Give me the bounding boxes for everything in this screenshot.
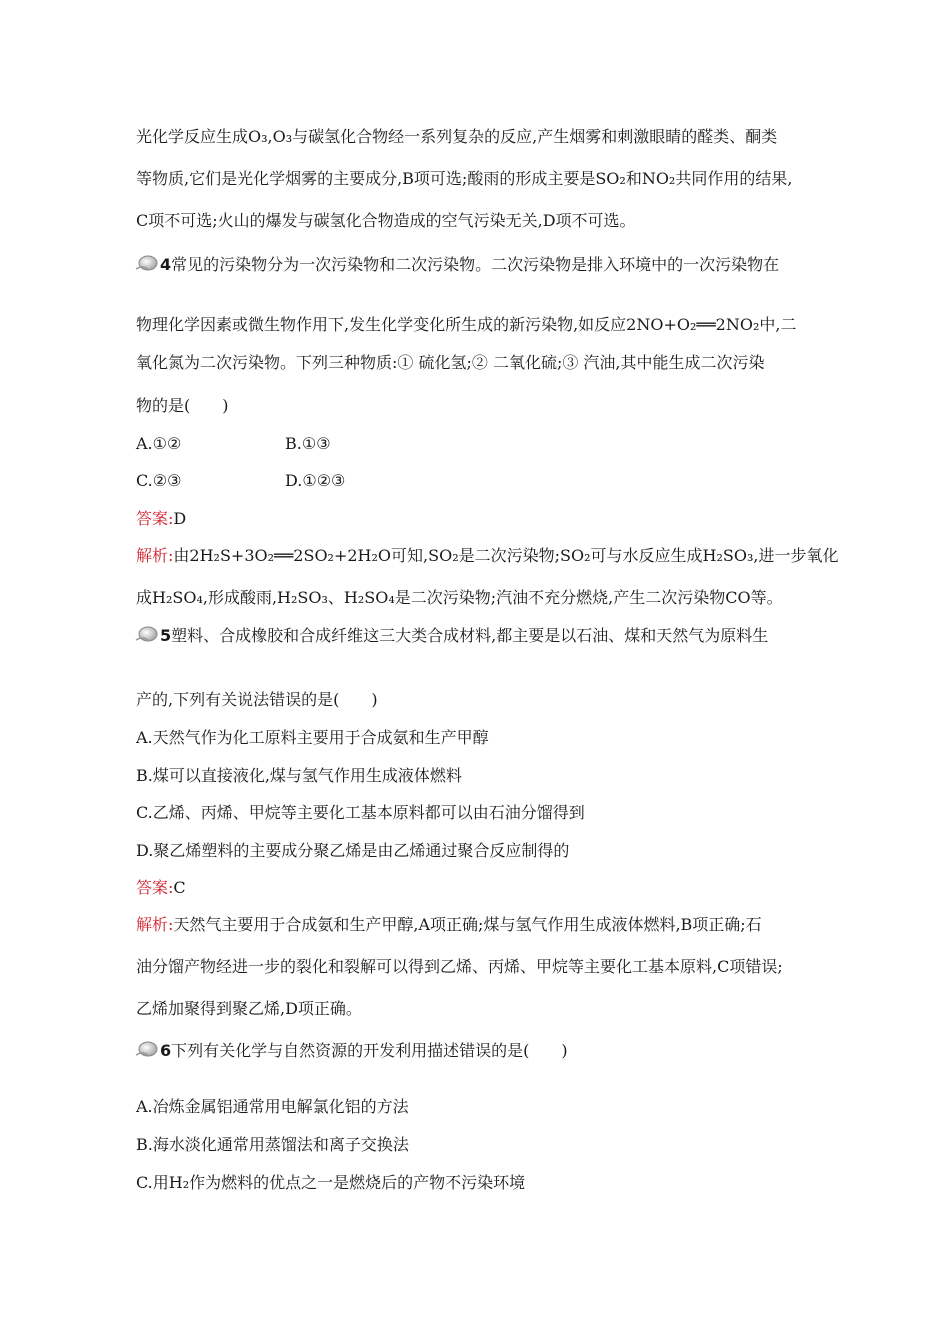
- answer-label: 答案:: [136, 509, 174, 528]
- answer-line: [136, 508, 186, 530]
- analysis-label: 解析:: [136, 546, 174, 565]
- question-bullet-icon: [134, 1041, 158, 1057]
- question-text: 下列有关化学与自然资源的开发利用描述错误的是( ): [171, 1041, 568, 1060]
- question-bullet-icon: [134, 255, 158, 271]
- question-4-stem: [160, 254, 779, 276]
- question-number: 5: [160, 626, 172, 645]
- analysis-line: [136, 914, 762, 936]
- analysis-line: [136, 545, 838, 567]
- question-text: 塑料、合成橡胶和合成纤维这三大类合成材料,都主要是以石油、煤和天然气为原料生: [171, 626, 769, 645]
- question-6-stem: [160, 1040, 568, 1062]
- question-4-line: 物的是( ): [136, 396, 229, 415]
- question-4-line: 氧化氮为二次污染物。下列三种物质:① 硫化氢;② 二氧化硫;③ 汽油,其中能生成二次污染: [136, 353, 765, 372]
- answer-label: 答案:: [136, 878, 174, 897]
- option-b: B.海水淡化通常用蒸馏法和离子交换法: [136, 1135, 409, 1154]
- option-c: C.②③: [136, 471, 182, 490]
- analysis-label: 解析:: [136, 915, 174, 934]
- question-5-line: 产的,下列有关说法错误的是( ): [136, 690, 378, 709]
- question-number: 4: [160, 255, 172, 274]
- option-a: A.天然气作为化工原料主要用于合成氨和生产甲醇: [136, 728, 489, 747]
- option-b: B.煤可以直接液化,煤与氢气作用生成液体燃料: [136, 766, 462, 785]
- option-d: D.①②③: [285, 471, 346, 490]
- option-c: C.用H₂作为燃料的优点之一是燃烧后的产物不污染环境: [136, 1173, 526, 1192]
- answer-value: D: [173, 509, 187, 528]
- option-c: C.乙烯、丙烯、甲烷等主要化工基本原料都可以由石油分馏得到: [136, 803, 585, 822]
- analysis-text: 由2H₂S+3O₂══2SO₂+2H₂O可知,SO₂是二次污染物;SO₂可与水反应生成H₂SO₃,进一步氧化: [173, 546, 839, 565]
- intro-line: 光化学反应生成O₃,O₃与碳氢化合物经一系列复杂的反应,产生烟雾和刺激眼睛的醛类、酮类: [136, 127, 778, 146]
- question-text: 常见的污染物分为一次污染物和二次污染物。二次污染物是排入环境中的一次污染物在: [171, 255, 780, 274]
- question-4-line: 物理化学因素或微生物作用下,发生化学变化所生成的新污染物,如反应2NO+O₂══2NO₂中,二: [136, 315, 797, 334]
- analysis-text: 天然气主要用于合成氨和生产甲醇,A项正确;煤与氢气作用生成液体燃料,B项正确;石: [173, 915, 762, 934]
- analysis-line: 成H₂SO₄,形成酸雨,H₂SO₃、H₂SO₄是二次污染物;汽油不充分燃烧,产生二次污染物CO等。: [136, 588, 783, 607]
- intro-line: C项不可选;火山的爆发与碳氢化合物造成的空气污染无关,D项不可选。: [136, 211, 636, 230]
- question-bullet-icon: [134, 626, 158, 642]
- option-d: D.聚乙烯塑料的主要成分聚乙烯是由乙烯通过聚合反应制得的: [136, 841, 570, 860]
- analysis-line: 油分馏产物经进一步的裂化和裂解可以得到乙烯、丙烯、甲烷等主要化工基本原料,C项错误;: [136, 957, 783, 976]
- question-number: 6: [160, 1041, 172, 1060]
- answer-line: [136, 877, 186, 899]
- option-a: A.冶炼金属铝通常用电解氯化铝的方法: [136, 1097, 409, 1116]
- answer-value: C: [173, 878, 186, 897]
- analysis-line: 乙烯加聚得到聚乙烯,D项正确。: [136, 999, 362, 1018]
- option-b: B.①③: [285, 434, 331, 453]
- option-a: A.①②: [136, 434, 182, 453]
- intro-line: 等物质,它们是光化学烟雾的主要成分,B项可选;酸雨的形成主要是SO₂和NO₂共同作用的结果,: [136, 169, 793, 188]
- question-5-stem: [160, 625, 768, 647]
